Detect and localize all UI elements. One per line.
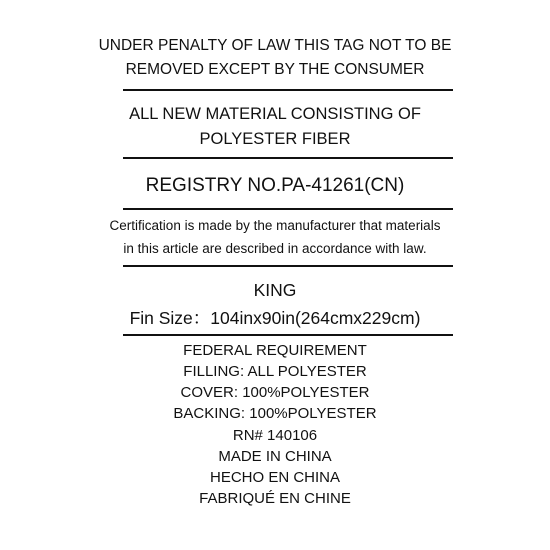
material-line-2: POLYESTER FIBER bbox=[199, 130, 351, 148]
requirement-line: RN# 140106 bbox=[232, 427, 318, 444]
requirement-line: MADE IN CHINA bbox=[218, 448, 332, 465]
warning-line-1: UNDER PENALTY OF LAW THIS TAG NOT TO BE bbox=[98, 37, 452, 54]
registry-number: REGISTRY NO.PA-41261(CN) bbox=[145, 175, 405, 196]
requirement-line: COVER: 100%POLYESTER bbox=[180, 384, 370, 401]
requirement-line: FILLING: ALL POLYESTER bbox=[183, 363, 367, 380]
certification-line-2: in this article are described in accordance with law. bbox=[123, 241, 427, 256]
requirement-line: HECHO EN CHINA bbox=[209, 469, 340, 486]
divider-4 bbox=[123, 265, 453, 267]
fin-size: Fin Size：104inx90in(264cmx229cm) bbox=[129, 308, 421, 328]
requirement-line: FABRIQUÉ EN CHINE bbox=[199, 490, 351, 507]
size-name: KING bbox=[253, 280, 297, 300]
divider-2 bbox=[123, 157, 453, 159]
warning-line-2: REMOVED EXCEPT BY THE CONSUMER bbox=[125, 61, 425, 78]
requirement-line: FEDERAL REQUIREMENT bbox=[183, 342, 367, 359]
divider-1 bbox=[123, 89, 453, 91]
divider-3 bbox=[123, 208, 453, 210]
requirement-line: BACKING: 100%POLYESTER bbox=[173, 405, 377, 422]
certification-line-1: Certification is made by the manufacturer that materials bbox=[109, 218, 441, 233]
divider-5 bbox=[123, 334, 453, 336]
material-line-1: ALL NEW MATERIAL CONSISTING OF bbox=[129, 105, 421, 123]
